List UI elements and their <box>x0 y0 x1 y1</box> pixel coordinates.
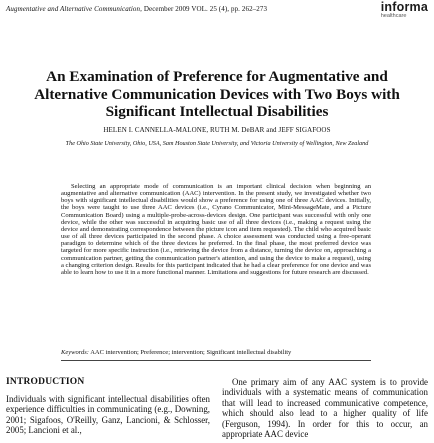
right-column-paragraph: One primary aim of any AAC system is to provide individuals with a systematic means of communication that will lead to increased communicative competence, which should also lead to a higher quality of life (Ferguson, 1994). In order for this to occur, an appropriate AAC device <box>222 377 428 440</box>
left-column <box>6 377 210 436</box>
publisher-logo-subtext: healthcare <box>380 13 407 19</box>
left-column-paragraph: Individuals with significant intellectual disabilities often experience difficulties in communicating (e.g., Downing, 2001; Sigafoos, O'Reilly, Ganz, Lancioni, & Schlosser, 2005; Lancioni et al., <box>6 394 210 436</box>
journal-citation <box>6 5 267 13</box>
journal-name: Augmentative and Alternative Communication, <box>6 5 142 13</box>
author-affiliations: The Ohio State University, Ohio, USA, Sam Houston State University, and Victoria University of Wellington, New Zealand <box>65 140 369 147</box>
paper-authors: HELEN I. CANNELLA-MALONE, RUTH M. DeBAR and JEFF SIGAFOOS <box>103 126 331 134</box>
paper-title: An Examination of Preference for Augmentative and Alternative Communication Devices with Two Boys with Significant Intellectual Disabilities <box>34 68 400 120</box>
abstract: Selecting an appropriate mode of communication is an important clinical decision when beginning an augmentative and alternative communication (AAC) intervention. In the present study, we investigated whether two boys with significant intellectual disabilities would show a preference for using one of three AAC devices. Initially, the boys were taught to use three AAC devices (i.e., Cyrano Communicator, Mini-MessageMate, and a Picture Communication Board) using a multiple-probe-across-devices design. One participant was successful with only one device, while the other was successful in acquiring basic use of all three devices (i.e., making a request using the device and demonstrating correspondence between the picture icon and item requested). The child who acquired basic use of all three devices participated in the second phase. A choice assessment was conducted using a free-operant paradigm to determine which of the three devices he preferred. In the final phase, the most preferred device was targeted for more specific instruction (i.e., retrieving the device from a distance, turning the device on, approaching a communication partner, getting the communication partner's attention, and using the device to make a request), using a changing criterion design. Results for this participant indicated that he had a clear preference for one device and was able to learn how to use it in a more functional manner. Limitations and suggestions for future research are discussed. <box>61 183 371 276</box>
keywords-list: AAC intervention; Preference; intervention; Significant intellectual disability <box>90 349 292 356</box>
keywords-label: Keywords: <box>61 349 89 356</box>
publisher-logo <box>381 1 428 19</box>
right-column <box>222 377 428 439</box>
section-divider <box>61 360 371 361</box>
journal-issue: December 2009 VOL. 25 (4), pp. 262–273 <box>143 5 268 13</box>
section-heading: INTRODUCTION <box>6 377 85 387</box>
publisher-logo-text: informa <box>380 0 428 14</box>
keywords <box>61 349 291 356</box>
